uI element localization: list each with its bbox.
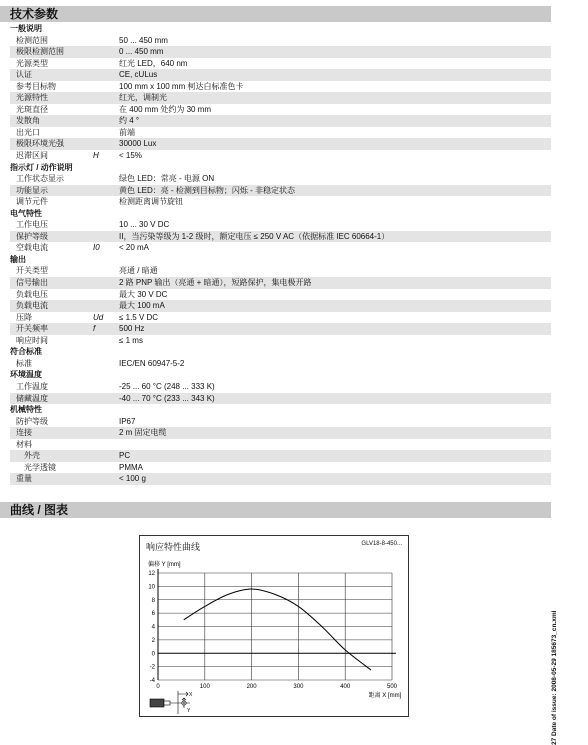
spec-symbol [93,300,119,312]
spec-label: 极限环境光强 [16,139,64,149]
spec-label: 重量 [16,474,32,484]
spec-value: 500 Hz [119,324,145,334]
spec-label: 光学透镜 [24,462,56,472]
spec-value: 红光，调制光 [119,93,167,103]
spec-section-heading [10,404,551,416]
spec-row [10,427,551,439]
spec-row [10,393,551,405]
spec-value: ≤ 1.5 V DC [119,312,159,322]
x-tick-label: 300 [293,684,304,690]
spec-label: 材料 [16,439,32,449]
spec-label: 调节元件 [16,197,48,207]
spec-label: 发散角 [16,116,40,126]
spec-section-heading [10,162,551,174]
spec-label: 开关类型 [16,266,48,276]
spec-symbol [93,231,119,243]
spec-label: 光斑直径 [16,104,48,114]
spec-symbol [93,335,119,347]
spec-row [10,462,551,474]
spec-symbol [93,439,119,451]
spec-row [10,300,551,312]
spec-symbol: H [93,151,99,161]
spec-row [10,358,551,370]
spec-value: 红光 LED，640 nm [119,58,188,68]
spec-value: 检测距离调节旋钮 [119,197,183,207]
spec-symbol [93,381,119,393]
x-tick-label: 0 [156,684,160,690]
x-tick-label: 400 [340,684,351,690]
spec-row [10,312,551,324]
spec-symbol [93,277,119,289]
spec-table [10,23,551,485]
chart-code: GLV18-8-450... [361,541,402,547]
spec-row [10,69,551,81]
spec-row [10,138,551,150]
spec-label: 开关频率 [16,324,48,334]
spec-value: 100 mm x 100 mm 柯达白标准色卡 [119,81,244,91]
spec-row [10,381,551,393]
illustration-y-label: Y [187,708,191,714]
spec-label: 连接 [16,428,32,438]
spec-value: 2 路 PNP 输出（亮通 + 暗通），短路保护，集电极开路 [119,278,312,288]
spec-symbol [93,289,119,301]
section-label: 电气特性 [10,208,42,218]
spec-symbol [93,265,119,277]
y-axis-label: 偏移 Y [mm] [148,562,181,568]
spec-value: PMMA [119,462,143,472]
spec-symbol [93,69,119,81]
spec-row [10,115,551,127]
spec-label: 认证 [16,70,32,80]
spec-symbol [93,427,119,439]
spec-value: < 15% [119,151,142,161]
spec-value: < 100 g [119,474,146,484]
spec-value: IP67 [119,416,136,426]
spec-value: 绿色 LED：常亮 - 电源 ON [119,174,215,184]
spec-section-heading [10,254,551,266]
spec-symbol [93,81,119,93]
spec-symbol [93,138,119,150]
spec-row [10,231,551,243]
spec-row [10,81,551,93]
spec-row [10,150,551,162]
spec-label: 参考目标物 [16,81,56,91]
spec-symbol [93,219,119,231]
y-tick-label: -4 [149,678,155,684]
y-tick-label: -2 [149,664,155,671]
sensor-lens-icon [164,701,170,705]
spec-label: 极限检测范围 [16,47,64,57]
chart-plot [140,536,408,716]
spec-value: 在 400 mm 处约为 30 mm [119,104,212,114]
section-label: 符合标准 [10,347,42,357]
spec-row [10,92,551,104]
y-tick-label: 4 [151,624,155,631]
spec-section-heading [10,208,551,220]
spec-symbol [93,358,119,370]
spec-row [10,242,551,254]
spec-section-heading [10,23,551,35]
spec-row [10,219,551,231]
section-label: 机械特性 [10,405,42,415]
spec-row [10,416,551,428]
spec-label: 负载电流 [16,301,48,311]
spec-symbol: f [93,324,96,334]
spec-value: 10 ... 30 V DC [119,220,170,230]
curves-header: 曲线 / 图表 [0,502,551,518]
section-label: 一般说明 [10,24,42,33]
response-curve-line [184,589,371,670]
spec-label: 检测范围 [16,35,48,45]
y-tick-label: 0 [151,651,155,658]
spec-value: 30000 Lux [119,139,157,149]
spec-value: 最大 30 V DC [119,289,168,299]
spec-row [10,277,551,289]
spec-label: 光源类型 [16,58,48,68]
spec-label: 信号输出 [16,278,48,288]
spec-label: 压降 [16,312,32,322]
y-tick-label: 12 [148,571,155,577]
spec-row [10,473,551,485]
chart-title: 响应特性曲线 [146,542,201,552]
y-tick-label: 6 [151,611,155,618]
spec-row [10,323,551,335]
spec-symbol: I0 [93,243,100,253]
tech-data-header: 技术参数 [0,6,551,22]
spec-value: PC [119,451,131,461]
spec-row [10,265,551,277]
spec-value: 最大 100 mA [119,301,165,311]
spec-row [10,127,551,139]
spec-row [10,185,551,197]
spec-symbol [93,450,119,462]
illustration-x-label: X [189,692,193,698]
y-tick-label: 10 [148,584,155,591]
spec-symbol [93,115,119,127]
spec-label: 空载电流 [16,243,48,253]
spec-symbol [93,196,119,208]
x-tick-label: 200 [246,684,257,690]
y-tick-label: 2 [151,637,155,644]
spec-value: 亮通 / 暗通 [119,266,158,276]
spec-label: 负载电压 [16,289,48,299]
spec-label: 标准 [16,358,32,368]
spec-label: 功能显示 [16,185,48,195]
spec-value: 约 4 ° [119,116,140,126]
spec-label: 光源特性 [16,93,48,103]
spec-symbol [93,35,119,47]
spec-row [10,450,551,462]
spec-value: II，当污染等级为 1-2 级时，额定电压 ≤ 250 V AC（依据标准 IEC 60664-1） [119,231,390,241]
spec-label: 保护等级 [16,231,48,241]
section-label: 环境温度 [10,370,42,380]
spec-symbol [93,462,119,474]
spec-label: 工作电压 [16,220,48,230]
spec-value: -25 ... 60 °C (248 ... 333 K) [119,381,215,391]
spec-symbol [93,393,119,405]
spec-value: 0 ... 450 mm [119,47,164,57]
spec-row [10,104,551,116]
spec-label: 出光口 [16,127,40,137]
spec-label: 外壳 [24,451,40,461]
spec-row [10,439,551,451]
response-curve-chart [139,535,409,717]
section-label: 指示灯 / 动作说明 [10,162,73,172]
spec-label: 响应时间 [16,335,48,345]
x-tick-label: 100 [199,684,210,690]
x-tick-label: 500 [386,684,398,690]
spec-symbol [93,416,119,428]
spec-row [10,173,551,185]
spec-value: 前端 [119,127,135,137]
sensor-body-icon [150,699,164,707]
spec-label: 储藏温度 [16,393,48,403]
spec-label: 防护等级 [16,416,48,426]
spec-value: 黄色 LED：亮 - 检测到目标物；闪烁 - 非稳定状态 [119,185,296,195]
spec-row [10,335,551,347]
spec-value: 50 ... 450 mm [119,35,168,45]
spec-value: 2 m 固定电缆 [119,428,167,438]
side-footer-text: 27 Date of issue: 2008-05-29 185673_cn.xml [551,610,558,745]
spec-row [10,35,551,47]
spec-symbol [93,473,119,485]
spec-label: 工作温度 [16,381,48,391]
spec-row [10,196,551,208]
spec-value: -40 ... 70 °C (233 ... 343 K) [119,393,215,403]
spec-value: IEC/EN 60947-5-2 [119,358,185,368]
spec-symbol [93,173,119,185]
x-arrow-icon [178,692,188,696]
spec-symbol [93,104,119,116]
section-label: 输出 [10,254,26,264]
spec-row [10,46,551,58]
spec-symbol [93,92,119,104]
spec-label: 工作状态显示 [16,174,64,184]
spec-value: ≤ 1 ms [119,335,143,345]
spec-symbol [93,185,119,197]
spec-symbol: Ud [93,312,104,322]
spec-symbol [93,58,119,70]
spec-section-heading [10,346,551,358]
spec-symbol [93,127,119,139]
y-tick-label: 8 [151,597,155,604]
spec-label: 迟滞区间 [16,151,48,161]
spec-symbol [93,46,119,58]
spec-value: CE, cULus [119,70,158,80]
spec-value [119,439,551,451]
spec-section-heading [10,369,551,381]
x-axis-label: 距离 X [mm] [368,693,402,699]
spec-value: < 20 mA [119,243,150,253]
spec-row [10,289,551,301]
spec-row [10,58,551,70]
